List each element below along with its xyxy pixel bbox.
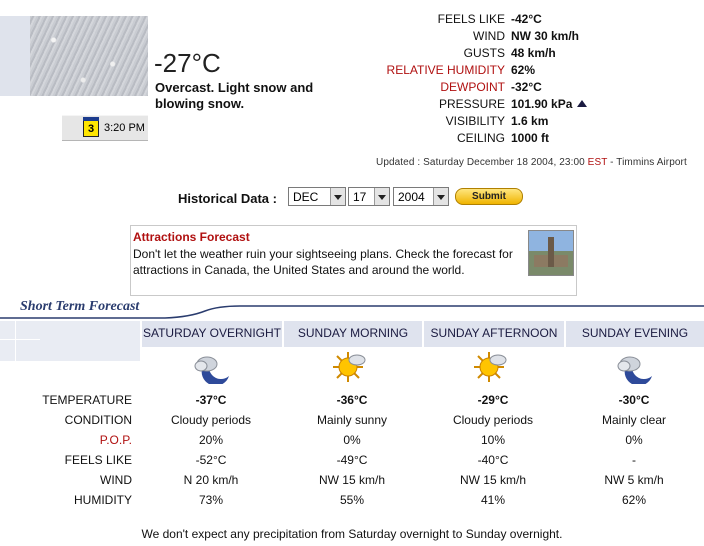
col-header-2: SUNDAY AFTERNOON xyxy=(422,321,564,347)
forecast-temperature: -37°C xyxy=(195,393,227,407)
current-condition: Overcast. Light snow and blowing snow. xyxy=(155,80,314,111)
peace-tower-shape xyxy=(548,237,554,267)
short-term-forecast-title: Short Term Forecast xyxy=(20,299,140,314)
year-select-value: 2004 xyxy=(398,190,425,204)
forecast-wind: NW 15 km/h xyxy=(459,473,526,487)
obs-value-dewpoint: -32°C xyxy=(511,80,542,94)
row-label-pop[interactable]: P.O.P. xyxy=(99,433,132,447)
left-decoration xyxy=(0,16,30,96)
row-label-humidity: HUMIDITY xyxy=(74,493,132,507)
year-select[interactable] xyxy=(393,187,449,206)
forecast-wind: N 20 km/h xyxy=(183,473,239,487)
forecast-condition: Mainly clear xyxy=(601,413,667,427)
forecast-humidity: 41% xyxy=(480,493,506,507)
col-header-0: SATURDAY OVERNIGHT xyxy=(140,321,282,347)
current-temperature: -27°C xyxy=(154,48,221,78)
chevron-down-icon[interactable] xyxy=(374,188,389,205)
forecast-pop: 20% xyxy=(198,433,224,447)
month-select[interactable] xyxy=(288,187,346,206)
observation-time-box xyxy=(62,115,148,141)
obs-value-ceiling: 1000 ft xyxy=(511,131,550,145)
col-header-3: SUNDAY EVENING xyxy=(564,321,704,347)
row-label-temperature: TEMPERATURE xyxy=(42,393,132,407)
obs-label-pressure: PRESSURE xyxy=(438,97,505,111)
forecast-wind: NW 15 km/h xyxy=(318,473,385,487)
forecast-temperature: -30°C xyxy=(618,393,650,407)
obs-value-gusts: 48 km/h xyxy=(511,46,556,60)
moon-cloud-icon xyxy=(614,350,654,384)
forecast-condition: Cloudy periods xyxy=(452,413,534,427)
row-label-condition: CONDITION xyxy=(64,413,132,427)
obs-value-wind: NW 30 km/h xyxy=(511,29,580,43)
forecast-feels-like: -52°C xyxy=(195,453,227,467)
obs-label-wind: WIND xyxy=(473,29,505,43)
day-select[interactable] xyxy=(348,187,390,206)
grid-decoration xyxy=(0,321,140,361)
obs-value-visibility: 1.6 km xyxy=(511,114,549,128)
forecast-feels-like: - xyxy=(632,453,636,467)
forecast-feels-like: -49°C xyxy=(336,453,368,467)
observation-time: 3:20 PM xyxy=(104,122,145,134)
updated-station: - Timmins Airport xyxy=(610,157,687,168)
calendar-icon: 3 xyxy=(83,120,99,137)
chevron-down-icon[interactable] xyxy=(433,188,448,205)
obs-value-pressure: 101.90 kPa xyxy=(511,97,573,111)
obs-label-feels-like: FEELS LIKE xyxy=(437,12,505,26)
obs-value-relative-humidity: 62% xyxy=(511,63,536,77)
month-select-value: DEC xyxy=(293,190,319,204)
submit-button[interactable]: Submit xyxy=(455,188,523,205)
forecast-humidity: 73% xyxy=(198,493,224,507)
col-header-1: SUNDAY MORNING xyxy=(282,321,422,347)
forecast-pop: 0% xyxy=(343,433,361,447)
obs-value-feels-like: -42°C xyxy=(511,12,542,26)
forecast-humidity: 55% xyxy=(339,493,365,507)
sun-cloud-icon xyxy=(330,350,370,384)
obs-label-visibility: VISIBILITY xyxy=(445,114,505,128)
forecast-temperature: -29°C xyxy=(477,393,509,407)
attractions-text: Don't let the weather ruin your sightseeing plans. Check the forecast for attractions in Canada, the United States and around the world. xyxy=(133,247,513,277)
chevron-down-icon[interactable] xyxy=(330,188,345,205)
forecast-summary: We don't expect any precipitation from Saturday overnight to Sunday overnight. xyxy=(141,527,563,541)
forecast-condition: Cloudy periods xyxy=(170,413,252,427)
forecast-wind: NW 5 km/h xyxy=(604,473,664,487)
row-label-wind: WIND xyxy=(100,473,132,487)
obs-label-ceiling: CEILING xyxy=(456,131,505,145)
updated-text: Updated : Saturday December 18 2004, 23:00 xyxy=(376,157,585,168)
moon-cloud-icon xyxy=(191,350,231,384)
obs-label-relative-humidity[interactable]: RELATIVE HUMIDITY xyxy=(386,63,505,77)
forecast-feels-like: -40°C xyxy=(477,453,509,467)
sun-cloud-icon xyxy=(471,350,511,384)
historical-data-label: Historical Data : xyxy=(178,191,277,206)
current-conditions-photo xyxy=(30,16,148,96)
parliament-image[interactable] xyxy=(528,230,574,276)
updated-timezone[interactable]: EST xyxy=(587,157,608,168)
row-label-feels-like: FEELS LIKE xyxy=(64,453,132,467)
obs-value-pressure-wrap xyxy=(511,97,587,111)
updated-line xyxy=(376,157,687,168)
forecast-pop: 10% xyxy=(480,433,506,447)
attractions-forecast-box[interactable] xyxy=(130,225,577,296)
attractions-title[interactable]: Attractions Forecast xyxy=(133,230,250,244)
day-select-value: 17 xyxy=(353,190,367,204)
forecast-humidity: 62% xyxy=(621,493,647,507)
forecast-temperature: -36°C xyxy=(336,393,368,407)
obs-label-gusts: GUSTS xyxy=(463,46,505,60)
forecast-pop: 0% xyxy=(625,433,643,447)
obs-label-dewpoint[interactable]: DEWPOINT xyxy=(440,80,505,94)
forecast-condition: Mainly sunny xyxy=(316,413,388,427)
arrow-up-icon xyxy=(577,100,587,107)
